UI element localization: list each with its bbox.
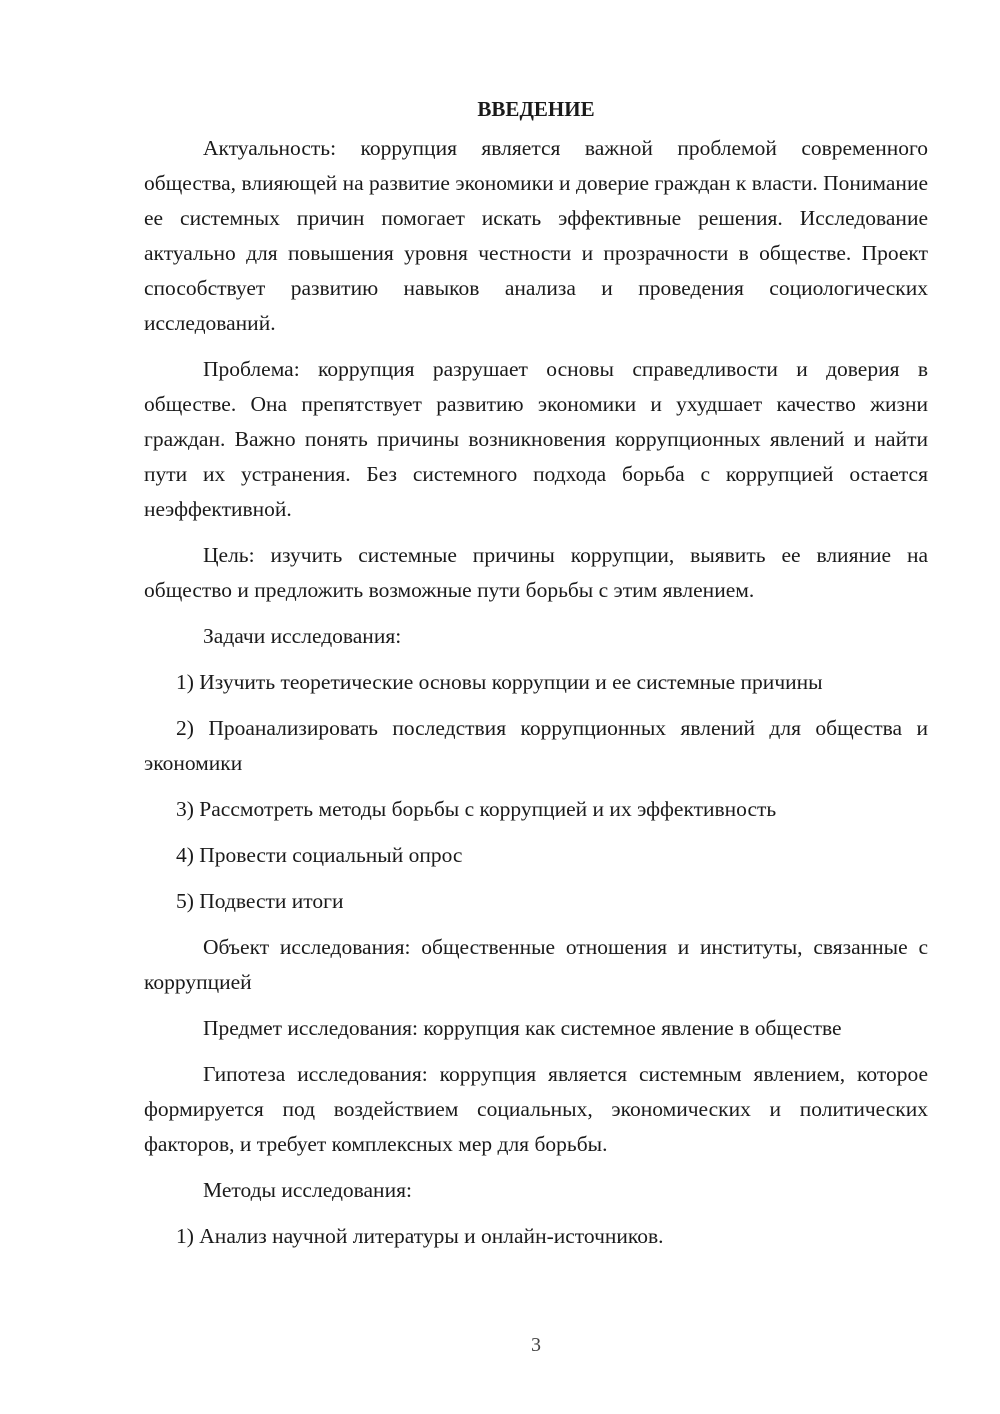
paragraph-goal: Цель: изучить системные причины коррупции, выявить ее влияние на общество и предложить возможные пути борьбы с этим явлением. [144,543,928,602]
document-page [144,92,928,1265]
tasks-heading: Задачи исследования: [203,624,402,648]
paragraph-relevance: Актуальность: коррупция является важной проблемой современного общества, влияющей на развитие экономики и доверие граждан к власти. Понимание ее системных причин помогает искать эффективные решения. Исследование актуально для повышения уровня честности и прозрачности в обществе. Проект способствует развитию навыков анализа и проведения социологических исследований. [144,136,928,335]
task-item: 4) Провести социальный опрос [176,843,463,867]
methods-heading: Методы исследования: [203,1178,412,1202]
method-item: 1) Анализ научной литературы и онлайн-источников. [176,1224,664,1248]
task-item: 3) Рассмотреть методы борьбы с коррупцией и их эффективность [176,797,777,821]
paragraph-object: Объект исследования: общественные отношения и институты, связанные с коррупцией [144,935,928,994]
task-item: 2) Проанализировать последствия коррупционных явлений для общества и экономики [144,716,928,775]
paragraph-hypothesis: Гипотеза исследования: коррупция является системным явлением, которое формируется под воздействием социальных, экономических и политических факторов, и требует комплексных мер для борьбы. [144,1062,928,1156]
paragraph-problem: Проблема: коррупция разрушает основы справедливости и доверия в обществе. Она препятствует развитию экономики и ухудшает качество жизни граждан. Важно понять причины возникновения коррупционных явлений и найти пути их устранения. Без системного подхода борьба с коррупцией остается неэффективной. [144,357,928,521]
task-item: 5) Подвести итоги [176,889,344,913]
paragraph-subject: Предмет исследования: коррупция как системное явление в обществе [203,1016,842,1040]
page-number: 3 [531,1334,541,1356]
section-title: ВВЕДЕНИЕ [477,97,595,121]
task-item: 1) Изучить теоретические основы коррупции и ее системные причины [176,670,823,694]
